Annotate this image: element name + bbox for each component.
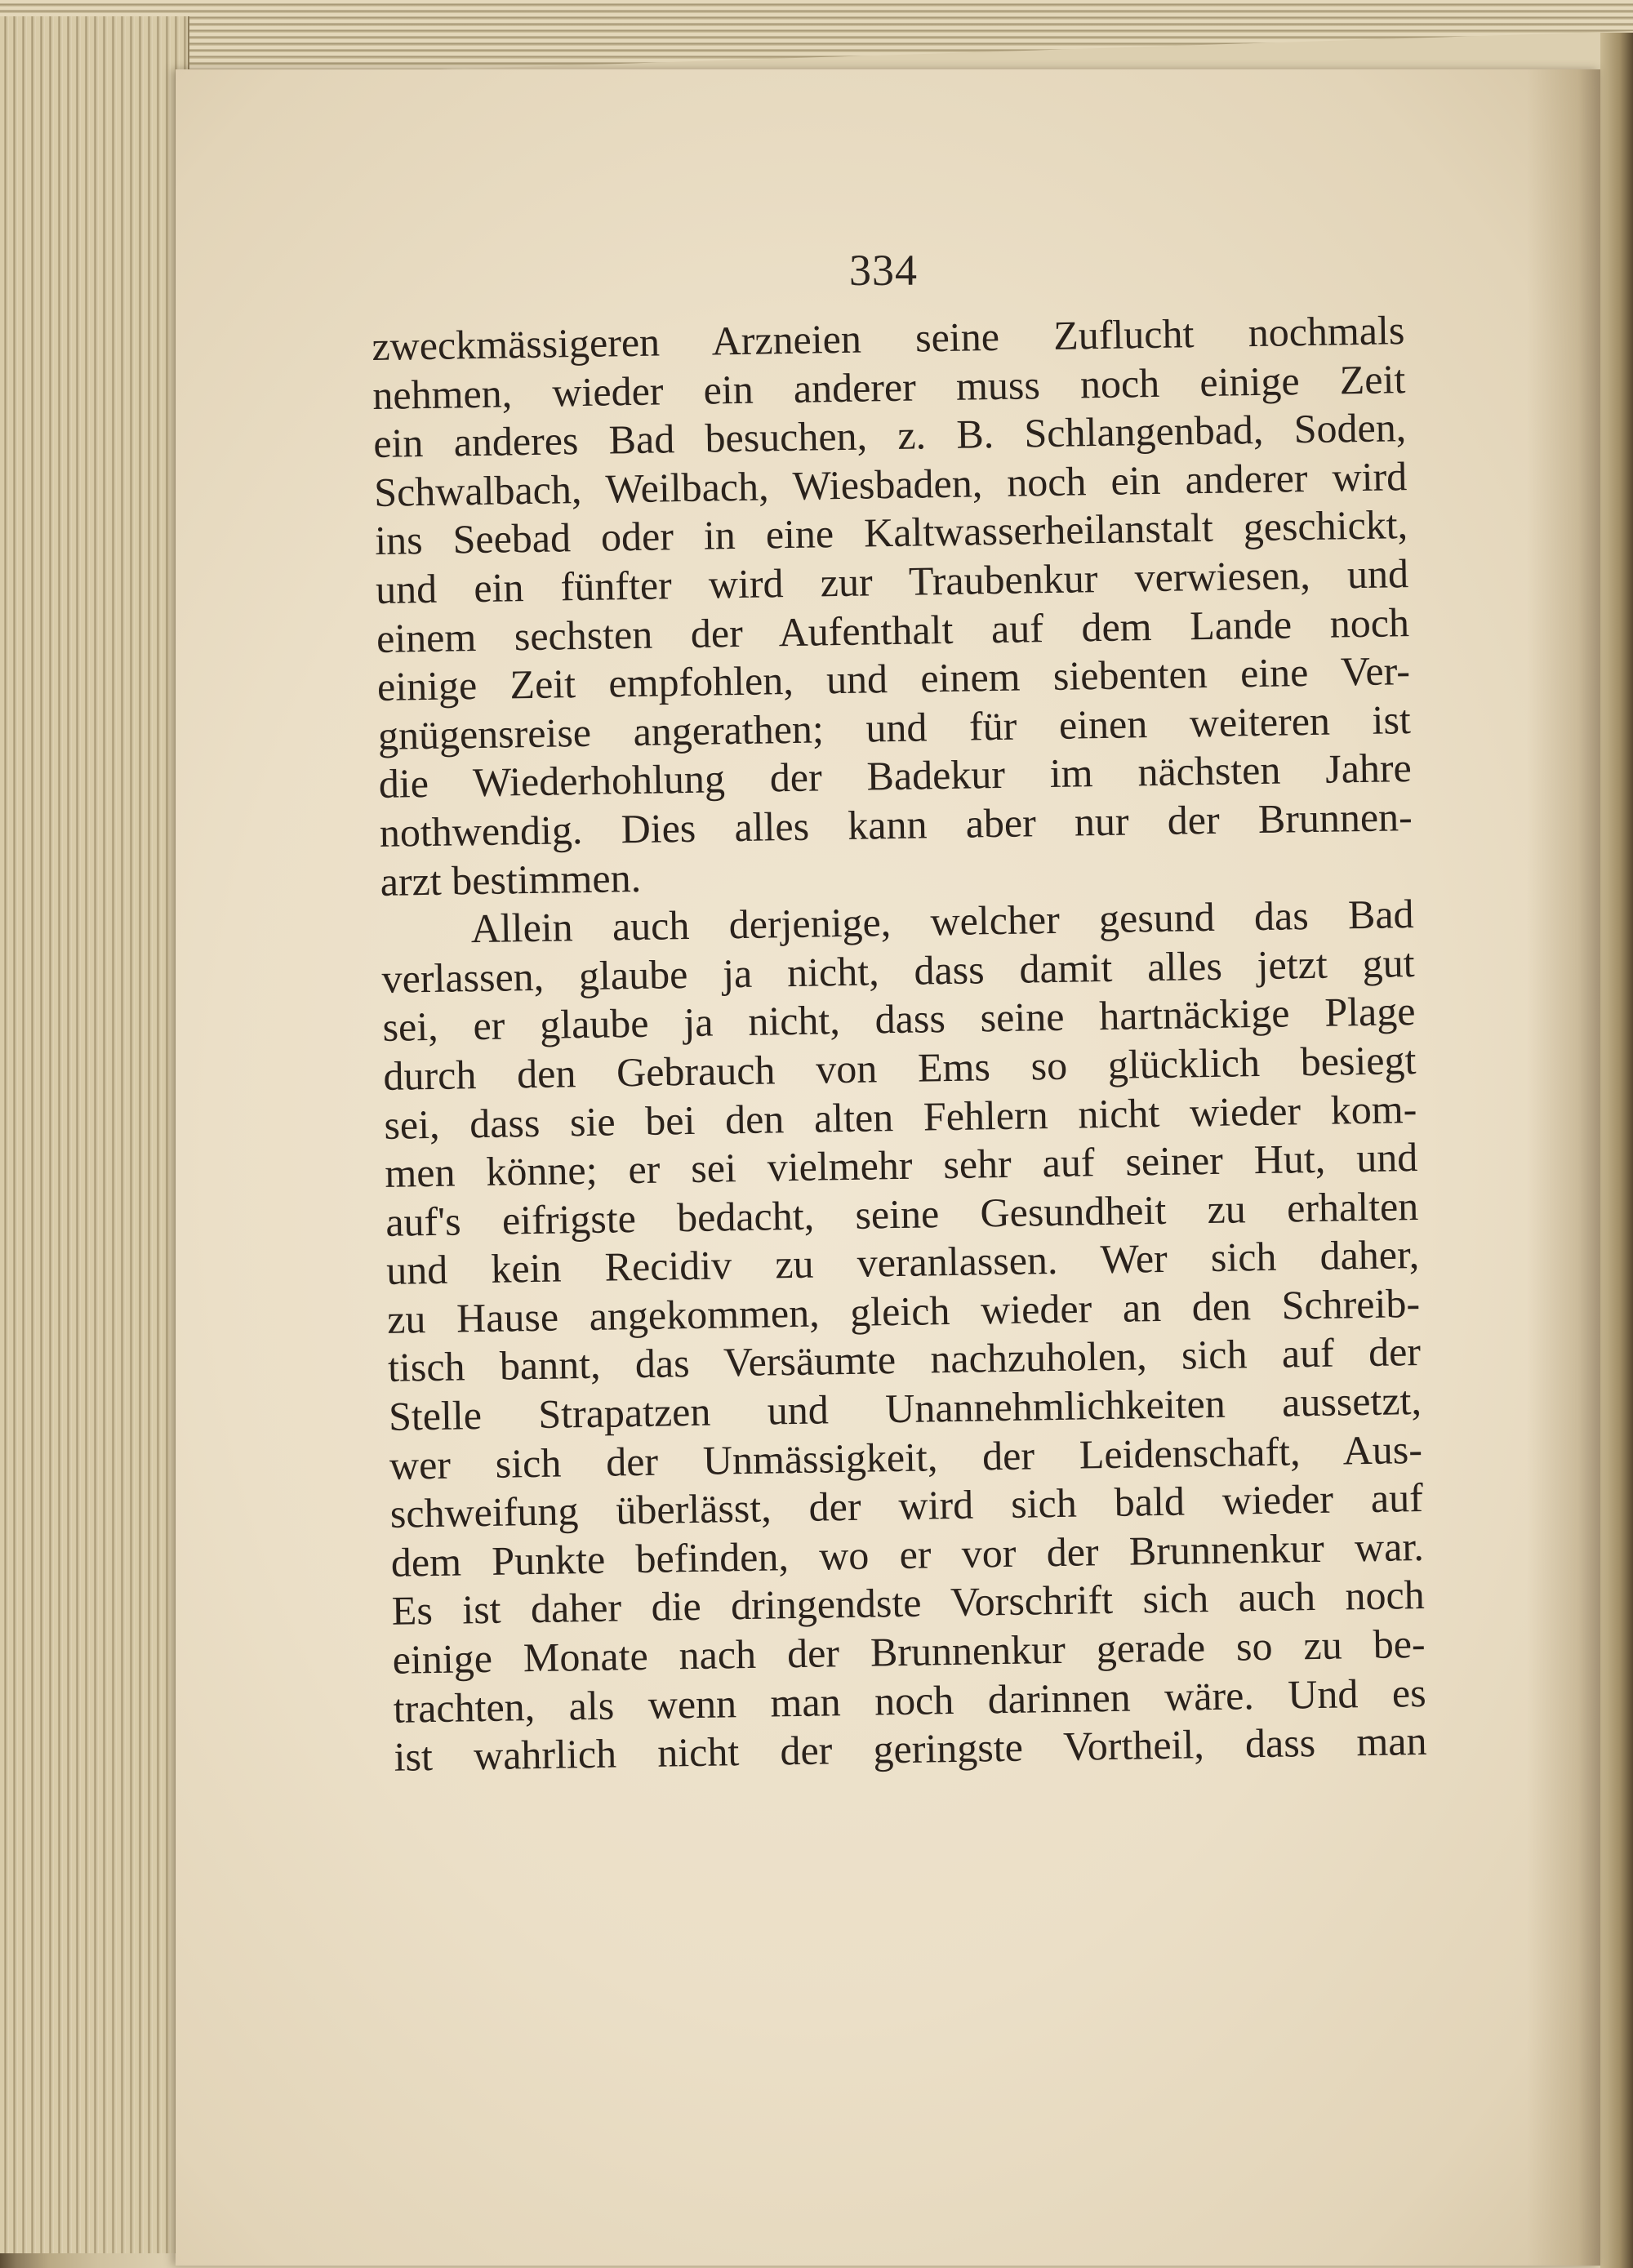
- text-line: nehmen, wieder ein anderer muss noch einige Zeit: [372, 355, 1406, 418]
- text-line: einige Zeit empfohlen, und einem siebenten eine Ver-: [376, 647, 1411, 710]
- text-line: schweifung überlässt, der wird sich bald wieder auf: [389, 1474, 1424, 1537]
- text-line: zweckmässigeren Arzneien seine Zuflucht nochmals: [372, 307, 1405, 369]
- page-gutter-shadow: [1527, 69, 1600, 2266]
- text-line: auf's eifrigste bedacht, seine Gesundheit zu erhalten: [385, 1182, 1419, 1245]
- text-line: und kein Recidiv zu veranlassen. Wer sich daher,: [385, 1231, 1420, 1294]
- text-line: einige Monate nach der Brunnenkur gerade so zu be-: [392, 1620, 1426, 1683]
- text-line: gnügensreise angerathen; und für einen weiteren ist: [377, 696, 1412, 758]
- text-line: einem sechsten der Aufenthalt auf dem Lande noch: [376, 598, 1410, 661]
- text-line: ein anderes Bad besuchen, z. B. Schlangenbad, Soden,: [372, 404, 1407, 467]
- text-line: dem Punkte befinden, wo er vor der Brunnenkur war.: [390, 1523, 1425, 1585]
- text-line: Es ist daher die dringendste Vorschrift sich auch noch: [391, 1572, 1426, 1634]
- body-text: [372, 306, 1427, 1781]
- text-line: arzt bestimmen.: [380, 854, 642, 905]
- text-line: nothwendig. Dies alles kann aber nur der Brunnen-: [379, 793, 1413, 856]
- text-line: durch den Gebrauch von Ems so glücklich besiegt: [383, 1036, 1417, 1099]
- text-line: sei, dass sie bei den alten Fehlern nicht wieder kom-: [383, 1085, 1417, 1148]
- text-line: Schwalbach, Weilbach, Wiesbaden, noch ein anderer wird: [373, 452, 1408, 515]
- text-line: Allein auch derjenige, welcher gesund das Bad: [470, 891, 1414, 952]
- text-line: die Wiederhohlung der Badekur im nächsten Jahre: [378, 745, 1413, 807]
- text-line: trachten, als wenn man noch darinnen wäre. Und es: [393, 1669, 1426, 1732]
- text-line: ist wahrlich nicht der geringste Vortheil, dass man: [394, 1718, 1427, 1780]
- text-line: men könne; er sei vielmehr sehr auf seiner Hut, und: [384, 1134, 1418, 1196]
- page-number: 334: [849, 246, 918, 295]
- text-line: tisch bannt, das Versäumte nachzuholen, sich auf der: [387, 1328, 1422, 1391]
- facing-page-edge: [1600, 33, 1633, 2268]
- page-edges-left: [0, 16, 189, 2253]
- text-line: ins Seebad oder in eine Kaltwasserheilanstalt geschickt,: [374, 501, 1408, 564]
- text-line: verlassen, glaube ja nicht, dass damit alles jetzt gut: [381, 939, 1415, 1002]
- text-line: wer sich der Unmässigkeit, der Leidenschaft, Aus-: [389, 1425, 1423, 1488]
- text-line: sei, er glaube ja nicht, dass seine hartnäckige Plage: [382, 988, 1416, 1051]
- text-line: zu Hause angekommen, gleich wieder an den Schreib-: [386, 1279, 1421, 1342]
- text-line: und ein fünfter wird zur Traubenkur verwiesen, und: [375, 550, 1409, 612]
- text-line: Stelle Strapatzen und Unannehmlichkeiten aussetzt,: [388, 1377, 1422, 1439]
- page-edges-top: [0, 0, 1633, 78]
